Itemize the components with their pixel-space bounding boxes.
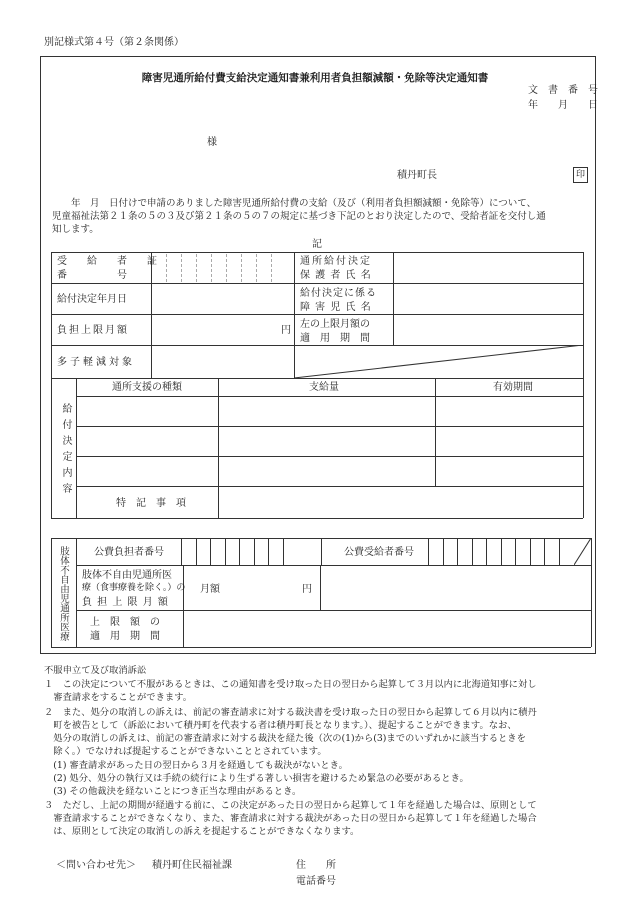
col-support-type: 通所支援の種類 <box>112 382 182 393</box>
note-line: １ この決定について不服があるときは、この通知書を受け取った日の翌日から起算して３月以内に北海道知事に対し <box>44 679 537 690</box>
col-period: 有効期間 <box>493 382 533 393</box>
note-line: (1) 審査請求があった日の翌日から３月を経過しても裁決がないとき。 <box>44 760 348 771</box>
intro-line-1: 年 月 日付けで申請のありました障害児通所給付費の支給（及び（利用者負担額減額・免除等）について、 <box>52 198 537 209</box>
note-line: ３ ただし、上記の期間が経過する前に、この決定があった日の翌日から起算して１年を経過した場合は、原則として <box>44 800 537 811</box>
col-amount: 支給量 <box>309 382 339 393</box>
note-line: ２ また、処分の取消しの訴えは、前記の審査請求に対する裁決書を受け取った日の翌日から起算して６月以内に積丹 <box>44 707 537 718</box>
contact-label: ＜問い合わせ先＞ <box>56 860 136 871</box>
intro-line-3: 知します。 <box>52 224 99 235</box>
ki-label: 記 <box>312 239 322 250</box>
special-notes-label: 特 記 事 項 <box>116 498 186 509</box>
cap-label: 負担上限月額 <box>57 325 129 336</box>
contact-address-label: 住 所 <box>296 860 336 871</box>
benefit-vertical-label: 給付決定内容 <box>60 403 71 499</box>
medical-vertical-label: 肢体不自由児通所医療 <box>58 546 69 641</box>
medical-period-label-1: 上 限 額 の <box>90 617 160 628</box>
medical-cap-label-2: 療（食事療養を除く。）の <box>82 583 186 593</box>
decision-date-label: 給付決定年月日 <box>57 294 127 305</box>
document-title: 障害児通所給付費支給決定通知書兼利用者負担額減額・免除等決定通知書 <box>141 72 489 84</box>
multi-child-label: 多子軽減対象 <box>57 357 135 368</box>
contact-phone-label: 電話番号 <box>296 876 336 887</box>
cap-yen: 円 <box>281 325 291 336</box>
notes-heading: 不服申立て及び取消訴訟 <box>44 665 147 676</box>
recipient-no-label-2: 番 号 <box>57 270 127 281</box>
child-label-2: 障 害 児 氏 名 <box>300 302 372 313</box>
child-label-1: 給付決定に係る <box>300 288 377 299</box>
medical-cap-label-3: 負 担 上 限 月 額 <box>82 597 169 608</box>
guardian-label-2: 保 護 者 氏 名 <box>300 270 372 281</box>
monthly-label: 月額 <box>200 584 220 595</box>
note-line: (3) その他裁決を経ないことにつき正当な理由があるとき。 <box>44 786 302 797</box>
medical-period-label-2: 適 用 期 間 <box>90 631 160 642</box>
intro-line-2: 児童福祉法第２１条の５の３及び第２１条の５の７の規定に基づき下記のとおり決定したので、受給者証を交付し通 <box>52 211 546 222</box>
guardian-label-1: 通所給付決定 <box>300 256 372 267</box>
note-line: 審査請求することができなくなり、また、審査請求に対する裁決があった日の翌日から起算して１年を経過した場合 <box>44 813 537 824</box>
note-line: (2) 処分、処分の執行又は手続の続行により生ずる著しい損害を避けるため緊急の必要があるとき。 <box>44 773 469 784</box>
multi-child-diagonal <box>294 345 583 378</box>
issuer-name: 積丹町長 <box>397 170 437 181</box>
medical-yen: 円 <box>302 584 312 595</box>
payer-no-label: 公費負担者番号 <box>94 547 164 558</box>
public-recipient-no-label: 公費受給者番号 <box>344 547 414 558</box>
date-label: 年 月 日 <box>528 100 598 111</box>
seal-mark: 印 <box>573 167 588 183</box>
cap-period-label-1: 左の上限月額の <box>300 319 370 330</box>
note-line: 町を被告として（訴訟において積丹町を代表する者は積丹町長となります。）、提起することができます。なお、 <box>44 720 517 731</box>
cap-period-label-2: 適 用 期 間 <box>300 333 370 344</box>
doc-number-label: 文 書 番 号 <box>528 85 598 96</box>
recipient-no-label-1: 受 給 者 証 <box>57 256 162 267</box>
form-caption: 別記様式第４号（第２条関係） <box>44 37 184 48</box>
contact-dept: 積丹町住民福祉課 <box>152 860 232 871</box>
note-line: は、原則として決定の取消しの訴えを提起することができなくなります。 <box>44 826 360 837</box>
note-line: 審査請求をすることができます。 <box>44 692 193 703</box>
note-line: 処分の取消しの訴えは、前記の審査請求に対する裁決を経た後（次の(1)から(3)までのいずれかに該当するときを <box>44 733 526 744</box>
recipient-suffix: 様 <box>207 137 217 148</box>
payer-no-diagonal <box>574 538 591 565</box>
note-line: 除く。）でなければ提起することができないこととされています。 <box>44 746 327 757</box>
medical-cap-label-1: 肢体不自由児通所医 <box>82 570 172 581</box>
